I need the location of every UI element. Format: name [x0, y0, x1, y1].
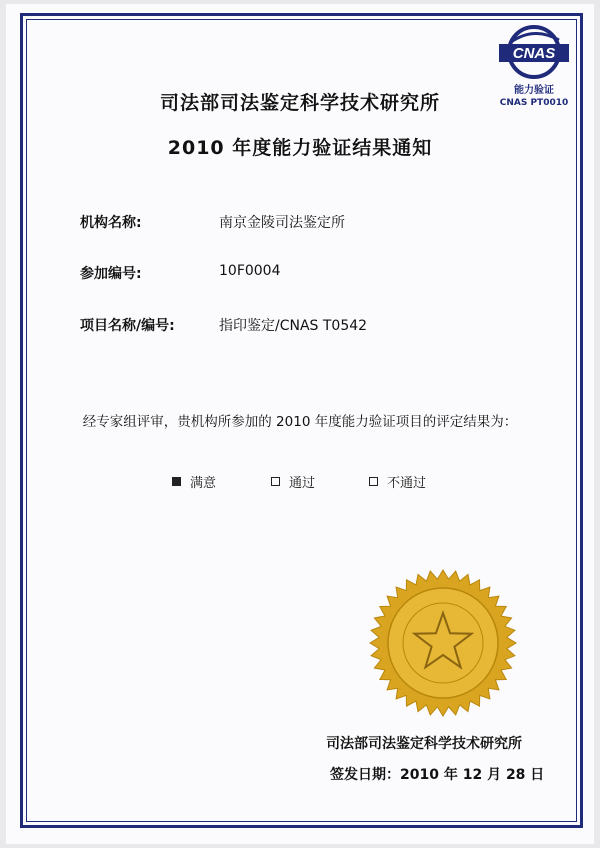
- result-option-pass: [271, 472, 315, 491]
- cnas-emblem-icon: [493, 22, 575, 80]
- option-label-pass: 通过: [289, 476, 316, 491]
- official-seal: [368, 568, 518, 722]
- result-option-fail: [369, 472, 426, 491]
- institution-value: 南京金陵司法鉴定所: [219, 215, 345, 231]
- participant-number-label: 参加编号:: [80, 266, 142, 282]
- cnas-code: CNAS PT0010: [499, 98, 569, 108]
- star-seal-icon: [368, 568, 518, 718]
- issuer-signature: 司法部司法鉴定科学技术研究所: [326, 736, 522, 752]
- cnas-caption: 能力验证: [514, 85, 554, 96]
- project-label: 项目名称/编号:: [80, 318, 175, 334]
- cnas-logo-text: CNAS: [512, 45, 556, 62]
- checkbox-pass: [271, 477, 280, 486]
- result-option-satisfactory: [172, 472, 216, 491]
- evaluation-statement: 经专家组评审，贵机构所参加的 2010 年度能力验证项目的评定结果为：: [82, 414, 518, 430]
- issue-date: 签发日期：2010 年 12 月 28 日: [330, 767, 545, 783]
- issuer-title: 司法部司法鉴定科学技术研究所: [159, 92, 440, 114]
- option-label-satisfactory: 满意: [190, 476, 217, 491]
- checkbox-satisfactory: [172, 477, 181, 486]
- checkbox-fail: [369, 477, 378, 486]
- notice-title: 2010 年度能力验证结果通知: [167, 137, 433, 159]
- project-value: 指印鉴定/CNAS T0542: [219, 318, 368, 334]
- option-label-fail: 不通过: [387, 476, 427, 491]
- participant-number-value: 10F0004: [219, 263, 281, 279]
- institution-label: 机构名称:: [80, 215, 142, 231]
